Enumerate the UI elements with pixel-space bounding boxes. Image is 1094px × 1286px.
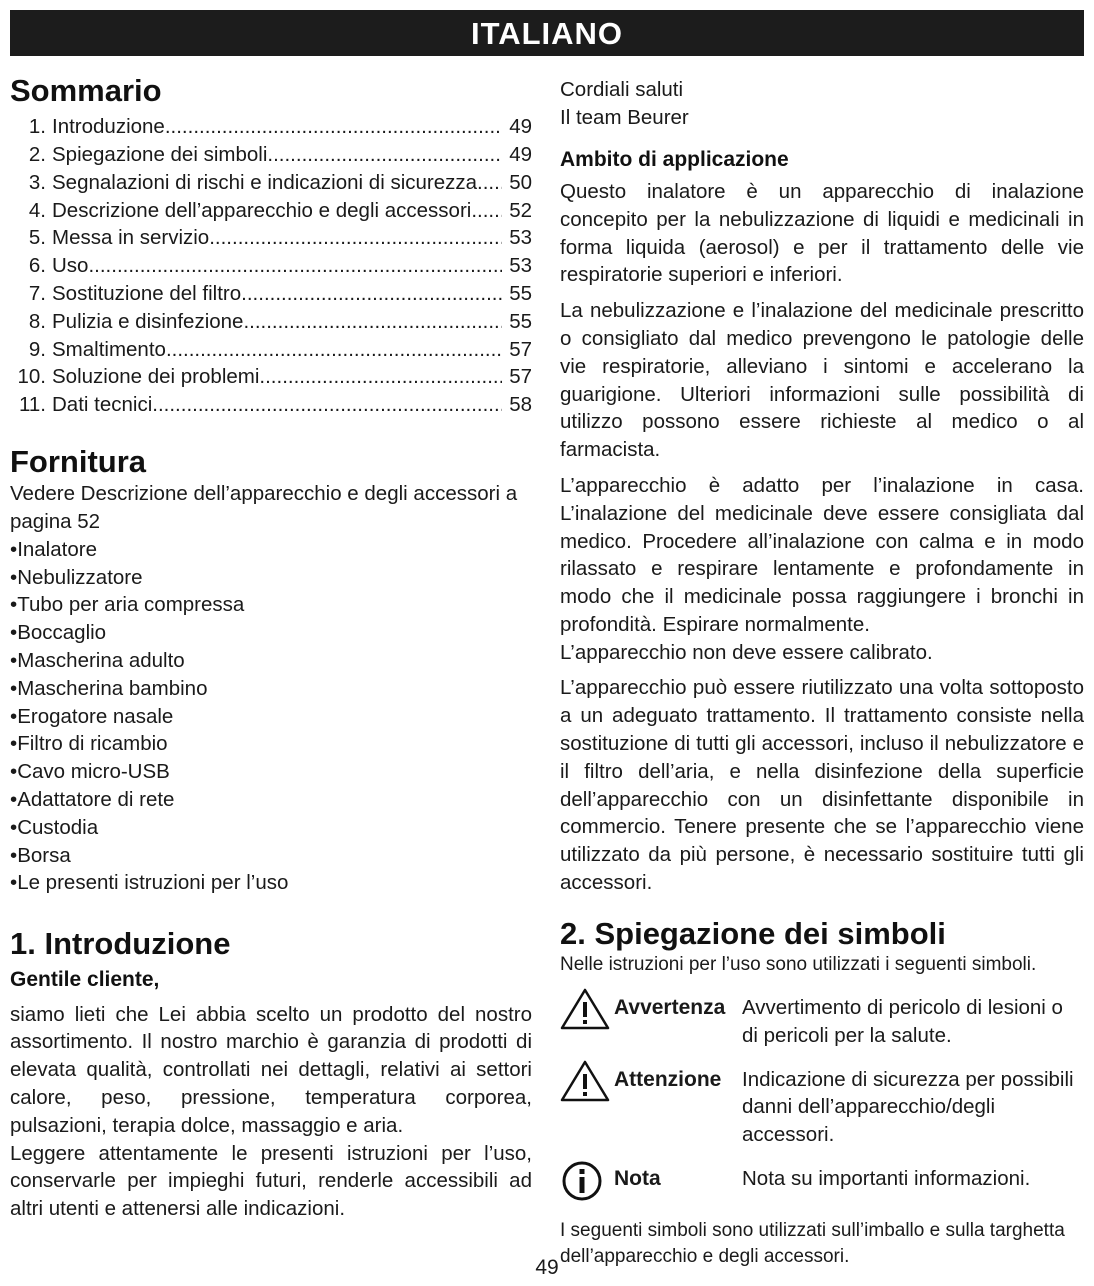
- toc-item[interactable]: 8. Pulizia e disinfezione ..... 55: [10, 308, 532, 336]
- toc-item[interactable]: 10. Soluzione dei problemi ..... 57: [10, 363, 532, 391]
- closing-line: Cordiali saluti: [560, 78, 684, 101]
- language-header: ITALIANO: [10, 10, 1084, 56]
- list-item: • Adattatore di rete: [10, 786, 532, 814]
- toc-item[interactable]: 7. Sostituzione del filtro ..... 55: [10, 280, 532, 308]
- toc-item[interactable]: 11. Dati tecnici ..... 58: [10, 391, 532, 419]
- toc-item[interactable]: 1. Introduzione ..... 49: [10, 113, 532, 141]
- left-column: [10, 72, 532, 1223]
- list-item: • Cavo micro-USB: [10, 758, 532, 786]
- fornitura-title: Fornitura: [10, 443, 147, 479]
- list-item: • Inalatore: [10, 536, 532, 564]
- toc-item[interactable]: 9. Smaltimento ..... 57: [10, 336, 532, 364]
- list-item: • Mascherina adulto: [10, 647, 532, 675]
- list-item: • Le presenti istruzioni per l’uso: [10, 869, 532, 897]
- page-number: 49: [535, 1256, 559, 1279]
- list-item: • Filtro di ricambio: [10, 730, 532, 758]
- fornitura-list: [10, 536, 532, 897]
- ambito-paragraph: Questo inalatore è un apparecchio di inalazione concepito per la nebulizzazione di liquidi e medicinali in forma liquida (aerosol) e per il trattamento delle vie respiratorie superiori e inferiori.: [560, 179, 1084, 287]
- simboli-outro: I seguenti simboli sono utilizzati sull’imballo e sulla targhetta dell’apparecchio e degli accessori.: [560, 1220, 1065, 1268]
- simboli-intro: Nelle istruzioni per l’uso sono utilizzati i seguenti simboli.: [560, 954, 1037, 976]
- ambito-title: Ambito di applicazione: [560, 147, 789, 171]
- symbol-label: Attenzione: [614, 1067, 722, 1091]
- intro-paragraph: Leggere attentamente le presenti istruzioni per l’uso, conservarle per impieghi futuri, renderle accessibili ad altri utenti e attenersi alle indicazioni.: [10, 1141, 532, 1221]
- toc-item[interactable]: 4. Descrizione dell’apparecchio e degli accessori ..... 52: [10, 197, 532, 225]
- ambito-paragraph: L’apparecchio può essere riutilizzato una volta sottoposto a un adeguato trattamento. Il trattamento consiste nella sostituzione di tutti gli accessori, incluso il nebulizzatore e il filtro dell’aria, e nella disinfezione della superficie dell’apparecchio con un disinfettante disponibile in commercio. Tenere presente che se l’apparecchio viene utilizzato da più persone, è necessario sostituire tutti gli accessori.: [560, 676, 1084, 895]
- symbol-label: Avvertenza: [614, 996, 726, 1020]
- list-item: • Nebulizzatore: [10, 564, 532, 592]
- ambito-paragraph: La nebulizzazione e l’inalazione del medicinale prescritto o consigliato dal medico prevengono le patologie delle vie respiratorie, alleviano i sintomi e accelerano la guarigione. Ulteriori informazioni sulle possibilità di utilizzo possono essere richieste al medico o al farmacista.: [560, 299, 1084, 462]
- symbol-row: [560, 1159, 1084, 1208]
- list-item: • Erogatore nasale: [10, 703, 532, 731]
- toc-title: Sommario: [10, 73, 162, 108]
- toc-item[interactable]: 5. Messa in servizio ..... 53: [10, 224, 532, 252]
- list-item: • Mascherina bambino: [10, 675, 532, 703]
- info-icon: [560, 1159, 614, 1208]
- symbol-row: [560, 1060, 1084, 1149]
- list-item: • Boccaglio: [10, 619, 532, 647]
- table-of-contents: [10, 113, 532, 419]
- list-item: • Tubo per aria compressa: [10, 591, 532, 619]
- simboli-title: 2. Spiegazione dei simboli: [560, 915, 946, 951]
- intro-title: 1. Introduzione: [10, 926, 231, 962]
- toc-item[interactable]: 6. Uso ..... 53: [10, 252, 532, 280]
- right-column: [560, 76, 1084, 1270]
- ambito-paragraph: L’apparecchio è adatto per l’inalazione in casa. L’inalazione del medicinale deve essere consigliata dal medico. Procedere all’inalazione con calma e in modo rilassato e respirare lentamente e profondamente in modo che il medicinale possa raggiungere i bronchi in profondità. Espirare normalmente.: [560, 473, 1084, 636]
- symbol-row: [560, 988, 1084, 1050]
- intro-paragraph: siamo lieti che Lei abbia scelto un prodotto del nostro assortimento. Il nostro marchio è garanzia di prodotti di elevata qualità, controllati nei dettagli, relativi ai settori calore, peso, pressione, temperatura corporea, pulsazioni, terapia dolce, massaggio e aria.: [10, 1002, 532, 1137]
- fornitura-intro: Vedere Descrizione dell’apparecchio e degli accessori a pagina 52: [10, 482, 518, 533]
- symbol-description: Nota su importanti informazioni.: [742, 1167, 1031, 1191]
- warning-triangle-icon: [560, 1060, 614, 1107]
- toc-item[interactable]: 3. Segnalazioni di rischi e indicazioni di sicurezza ..... 50: [10, 169, 532, 197]
- symbol-description: Avvertimento di pericolo di lesioni o di pericoli per la salute.: [742, 996, 1063, 1047]
- ambito-paragraph: L’apparecchio non deve essere calibrato.: [560, 640, 933, 664]
- toc-item[interactable]: 2. Spiegazione dei simboli ..... 49: [10, 141, 532, 169]
- symbol-label: Nota: [614, 1167, 661, 1191]
- closing-line: Il team Beurer: [560, 105, 689, 129]
- list-item: • Custodia: [10, 814, 532, 842]
- list-item: • Borsa: [10, 842, 532, 870]
- symbol-description: Indicazione di sicurezza per possibili danni dell’apparecchio/degli accessori.: [742, 1067, 1074, 1147]
- intro-greeting: Gentile cliente,: [10, 968, 160, 992]
- warning-triangle-icon: [560, 988, 614, 1035]
